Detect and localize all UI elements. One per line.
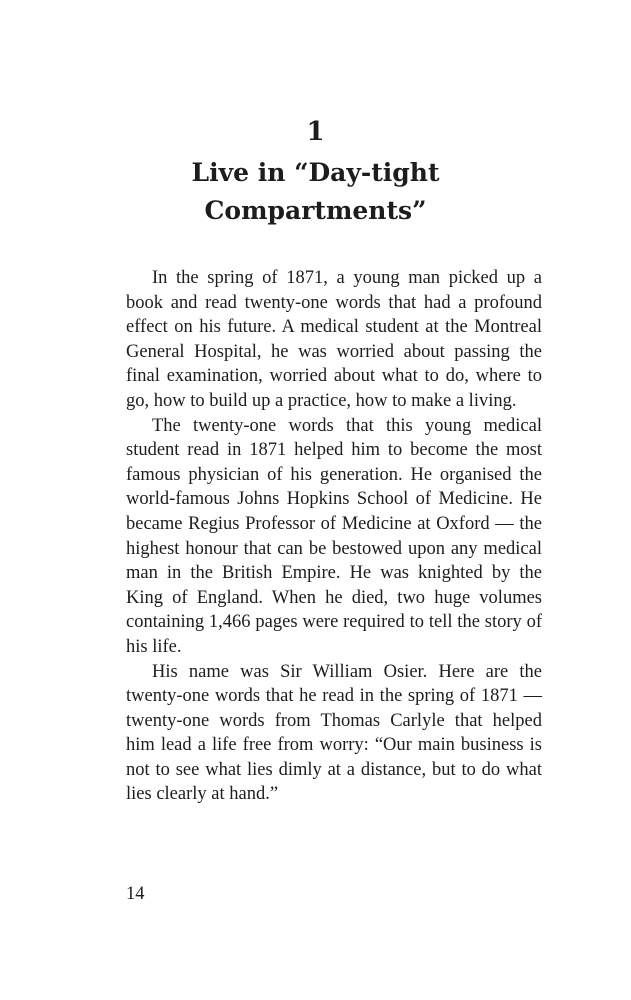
chapter-title [0, 154, 631, 230]
chapter-title-line-1: Live in “Day-tight [191, 158, 440, 187]
chapter-number: 1 [306, 117, 325, 147]
page-number: 14 [126, 884, 145, 904]
paragraph-2: The twenty-one words that this young medical student read in 1871 helped him to become the most famous physician of his generation. He organised the world-famous Johns Hopkins School of Medicine. He became Regius Professor of Medicine at Oxford — the highest honour that can be bestowed upon any medical man in the British Empire. He was knighted by the King of England. When he died, two huge volumes containing 1,466 pages were required to tell the story of his life. [126, 415, 542, 657]
chapter-body [126, 266, 542, 807]
chapter-title-line-2: Compartments” [204, 196, 427, 225]
paragraph-1: In the spring of 1871, a young man picked up a book and read twenty-one words that had a profound effect on his future. A medical student at the Montreal General Hospital, he was worried about passing the final examination, worried about what to do, where to go, how to build up a practice, how to make a living. [126, 268, 542, 411]
paragraph-3: His name was Sir William Osier. Here are the twenty-one words that he read in the spring of 1871 — twenty-one words from Thomas Carlyle that helped him lead a life free from worry: “Our main business is not to see what lies dimly at a distance, but to do what lies clearly at hand.” [126, 661, 542, 805]
